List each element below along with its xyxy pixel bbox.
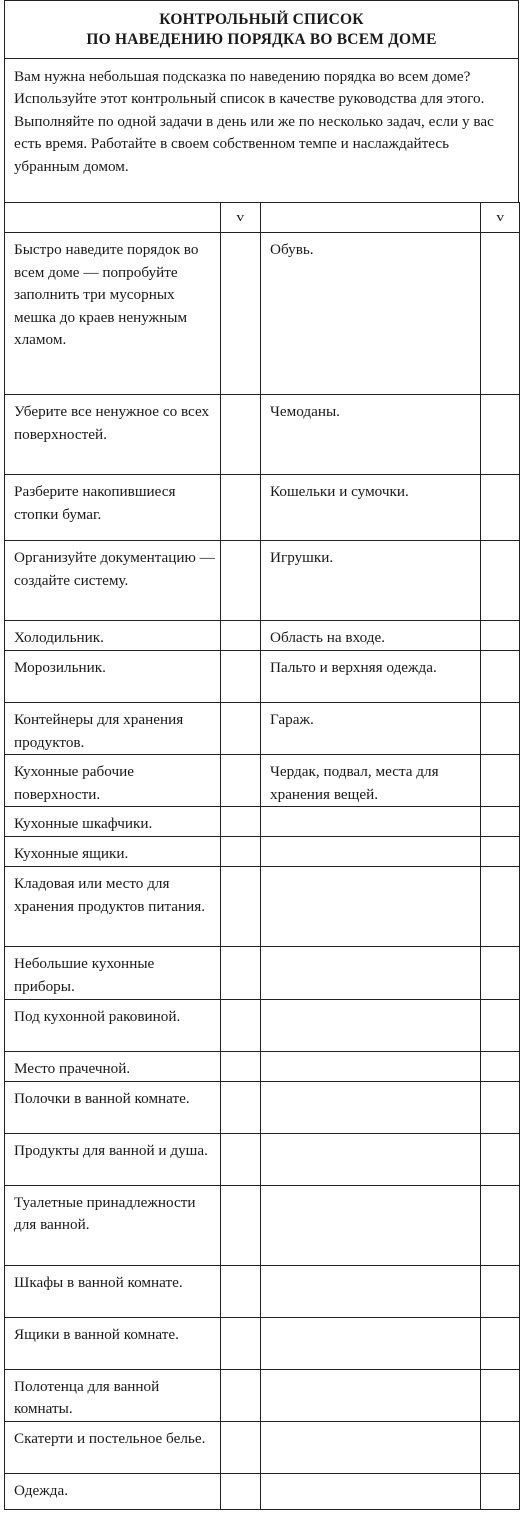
- checklist-table: [4, 202, 520, 1510]
- checklist-row: [5, 1081, 520, 1133]
- checkbox-right[interactable]: [481, 807, 520, 837]
- task-right: Пальто и верхняя одежда.: [261, 651, 481, 703]
- checkbox-left[interactable]: [221, 1185, 261, 1265]
- task-left: Организуйте документацию — создайте систему.: [5, 541, 221, 621]
- task-right: [261, 1421, 481, 1473]
- checklist-row: [5, 1051, 520, 1081]
- task-left: Небольшие кухонные приборы.: [5, 947, 221, 999]
- checkbox-right[interactable]: [481, 233, 520, 395]
- checkbox-left[interactable]: [221, 1081, 261, 1133]
- title-box: [4, 0, 519, 58]
- checkbox-right[interactable]: [481, 947, 520, 999]
- task-right: [261, 807, 481, 837]
- task-right: [261, 999, 481, 1051]
- checklist-row: [5, 1473, 520, 1509]
- task-right: Чемоданы.: [261, 395, 481, 475]
- check-mark-icon: v: [236, 209, 245, 225]
- checkbox-right[interactable]: [481, 867, 520, 947]
- title-line-2: ПО НАВЕДЕНИЮ ПОРЯДКА ВО ВСЕМ ДОМЕ: [86, 30, 437, 48]
- checkbox-right[interactable]: [481, 999, 520, 1051]
- task-left: Контейнеры для хранения продуктов.: [5, 703, 221, 755]
- checkbox-right[interactable]: [481, 1317, 520, 1369]
- checkbox-left[interactable]: [221, 475, 261, 541]
- checkbox-right[interactable]: [481, 703, 520, 755]
- task-left: Шкафы в ванной комнате.: [5, 1265, 221, 1317]
- checkbox-right[interactable]: [481, 541, 520, 621]
- task-left: Полочки в ванной комнате.: [5, 1081, 221, 1133]
- checkbox-right[interactable]: [481, 395, 520, 475]
- checkbox-left[interactable]: [221, 1317, 261, 1369]
- checkbox-right[interactable]: [481, 1133, 520, 1185]
- checkbox-right[interactable]: [481, 651, 520, 703]
- task-right: [261, 1185, 481, 1265]
- checklist-row: [5, 1421, 520, 1473]
- check-mark-icon: v: [496, 209, 504, 225]
- checkbox-left[interactable]: [221, 1473, 261, 1509]
- task-right: [261, 1265, 481, 1317]
- checklist-row: [5, 837, 520, 867]
- checkbox-left[interactable]: [221, 867, 261, 947]
- checklist-row: [5, 395, 520, 475]
- task-right: [261, 1473, 481, 1509]
- checkbox-left[interactable]: [221, 947, 261, 999]
- task-left: Под кухонной раковиной.: [5, 999, 221, 1051]
- checkbox-right[interactable]: [481, 1265, 520, 1317]
- checkbox-right[interactable]: [481, 1081, 520, 1133]
- task-right: Обувь.: [261, 233, 481, 395]
- checkbox-left[interactable]: [221, 755, 261, 807]
- checklist-row: [5, 703, 520, 755]
- task-left: Разберите накопившиеся стопки бумаг.: [5, 475, 221, 541]
- checklist-row: [5, 867, 520, 947]
- checkbox-right[interactable]: [481, 475, 520, 541]
- checklist-row: [5, 1133, 520, 1185]
- task-left: Морозильник.: [5, 651, 221, 703]
- task-right: [261, 837, 481, 867]
- task-left: Ящики в ванной комнате.: [5, 1317, 221, 1369]
- intro-text: Вам нужна небольшая подсказка по наведению порядка во всем доме? Используйте этот контрольный список в качестве руководства для этого. Выполняйте по одной задачи в день или же по несколько задач, если у вас есть время. Работайте в своем собственном темпе и наслаждайтесь убранным домом.: [4, 58, 519, 202]
- checkbox-left[interactable]: [221, 621, 261, 651]
- checkbox-left[interactable]: [221, 233, 261, 395]
- checklist-row: [5, 755, 520, 807]
- checkbox-left[interactable]: [221, 1421, 261, 1473]
- header-task-right: [261, 203, 481, 233]
- task-left: Кухонные ящики.: [5, 837, 221, 867]
- checklist-row: [5, 999, 520, 1051]
- task-left: Кухонные шкафчики.: [5, 807, 221, 837]
- checkbox-right[interactable]: [481, 1421, 520, 1473]
- checkbox-left[interactable]: [221, 999, 261, 1051]
- task-right: [261, 947, 481, 999]
- task-right: Область на входе.: [261, 621, 481, 651]
- checklist-row: [5, 1317, 520, 1369]
- task-right: Кошельки и сумочки.: [261, 475, 481, 541]
- checkbox-right[interactable]: [481, 837, 520, 867]
- checklist-row: [5, 807, 520, 837]
- task-right: [261, 1081, 481, 1133]
- checkbox-left[interactable]: [221, 703, 261, 755]
- task-right: [261, 1317, 481, 1369]
- checkbox-left[interactable]: [221, 541, 261, 621]
- checkbox-left[interactable]: [221, 837, 261, 867]
- checkbox-right[interactable]: [481, 1051, 520, 1081]
- checkbox-right[interactable]: [481, 755, 520, 807]
- checklist-row: [5, 475, 520, 541]
- checkbox-right[interactable]: [481, 1185, 520, 1265]
- task-right: [261, 1051, 481, 1081]
- task-right: [261, 1369, 481, 1421]
- checkbox-left[interactable]: [221, 1265, 261, 1317]
- task-left: Кухонные рабочие поверхности.: [5, 755, 221, 807]
- checkbox-right[interactable]: [481, 1369, 520, 1421]
- task-left: Место прачечной.: [5, 1051, 221, 1081]
- header-task-left: [5, 203, 221, 233]
- checklist-sheet: [4, 0, 519, 1510]
- title-line-1: КОНТРОЛЬНЫЙ СПИСОК: [159, 10, 364, 28]
- task-right: Игрушки.: [261, 541, 481, 621]
- header-check-right: [481, 203, 520, 233]
- checkbox-right[interactable]: [481, 1473, 520, 1509]
- checkbox-right[interactable]: [481, 621, 520, 651]
- task-left: Уберите все ненужное со всех поверхностей.: [5, 395, 221, 475]
- checklist-row: [5, 947, 520, 999]
- task-right: [261, 867, 481, 947]
- task-right: Чердак, подвал, места для хранения вещей.: [261, 755, 481, 807]
- checkbox-left[interactable]: [221, 651, 261, 703]
- task-right: Гараж.: [261, 703, 481, 755]
- header-row: [5, 203, 520, 233]
- checklist-row: [5, 1265, 520, 1317]
- checklist-row: [5, 233, 520, 395]
- task-left: Одежда.: [5, 1473, 221, 1509]
- checkbox-left[interactable]: [221, 1369, 261, 1421]
- checklist-row: [5, 651, 520, 703]
- task-left: Скатерти и постельное белье.: [5, 1421, 221, 1473]
- task-left: Кладовая или место для хранения продуктов питания.: [5, 867, 221, 947]
- task-left: Быстро наведите порядок во всем доме — попробуйте заполнить три мусорных мешка до краев ненужным хламом.: [5, 233, 221, 395]
- checklist-row: [5, 1185, 520, 1265]
- checkbox-left[interactable]: [221, 807, 261, 837]
- checkbox-left[interactable]: [221, 1051, 261, 1081]
- checkbox-left[interactable]: [221, 395, 261, 475]
- task-right: [261, 1133, 481, 1185]
- checklist-row: [5, 621, 520, 651]
- page-title: [86, 10, 436, 50]
- task-left: Полотенца для ванной комнаты.: [5, 1369, 221, 1421]
- checklist-row: [5, 1369, 520, 1421]
- task-left: Продукты для ванной и душа.: [5, 1133, 221, 1185]
- checklist-row: [5, 541, 520, 621]
- checkbox-left[interactable]: [221, 1133, 261, 1185]
- task-left: Холодильник.: [5, 621, 221, 651]
- task-left: Туалетные принадлежности для ванной.: [5, 1185, 221, 1265]
- header-check-left: [221, 203, 261, 233]
